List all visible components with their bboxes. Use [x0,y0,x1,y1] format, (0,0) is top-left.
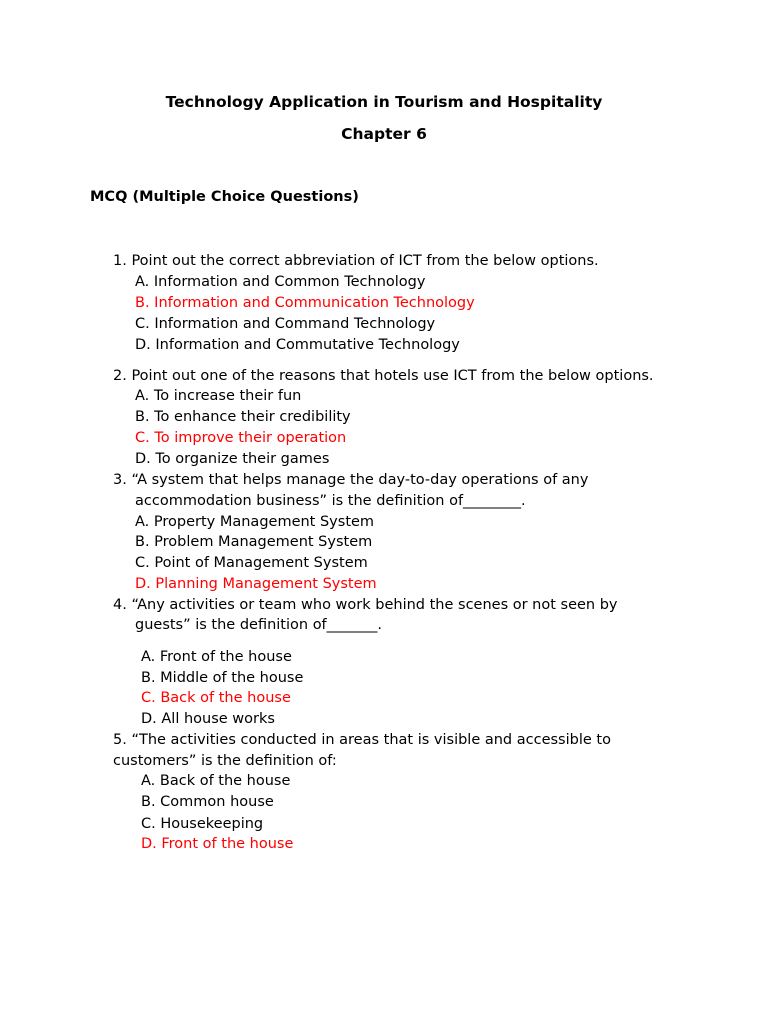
question-1-option-d: D. Information and Commutative Technology [135,337,460,353]
document-title: Technology Application in Tourism and Hospitality [165,93,603,111]
question-5-option-c: C. Housekeeping [141,816,264,832]
question-4-option-c: C. Back of the house [141,690,291,706]
question-1-option-b: B. Information and Communication Technology [135,295,475,311]
question-4-text-line-1: 4. “Any activities or team who work behind the scenes or not seen by [113,597,618,613]
question-4-option-a: A. Front of the house [141,649,292,665]
question-5-text-line-1: 5. “The activities conducted in areas that is visible and accessible to [113,732,611,748]
question-5-text-line-2: customers” is the definition of: [113,753,337,769]
question-2-option-c: C. To improve their operation [135,430,347,446]
question-5-option-a: A. Back of the house [141,773,291,789]
question-3-option-a: A. Property Management System [135,514,375,530]
question-5-option-b: B. Common house [141,794,274,810]
question-3-option-c: C. Point of Management System [135,555,368,571]
question-3-text-line-1: 3. “A system that helps manage the day-to-day operations of any [113,472,589,488]
question-4-text-line-2: guests” is the definition of_______. [135,617,383,633]
question-1-option-a: A. Information and Common Technology [135,274,426,290]
section-heading: MCQ (Multiple Choice Questions) [90,189,359,205]
question-4-option-d: D. All house works [141,711,275,727]
question-4-option-b: B. Middle of the house [141,670,304,686]
question-2-option-d: D. To organize their games [135,451,330,467]
question-2-option-a: A. To increase their fun [135,388,302,404]
question-1-text: 1. Point out the correct abbreviation of ICT from the below options. [113,253,599,269]
question-2-text: 2. Point out one of the reasons that hotels use ICT from the below options. [113,368,654,384]
question-5-option-d: D. Front of the house [141,836,294,852]
chapter-title: Chapter 6 [341,125,427,143]
question-3-text-line-2: accommodation business” is the definition of________. [135,493,526,509]
question-1-option-c: C. Information and Command Technology [135,316,436,332]
question-2-option-b: B. To enhance their credibility [135,409,351,425]
question-3-option-b: B. Problem Management System [135,534,373,550]
question-3-option-d: D. Planning Management System [135,576,377,592]
